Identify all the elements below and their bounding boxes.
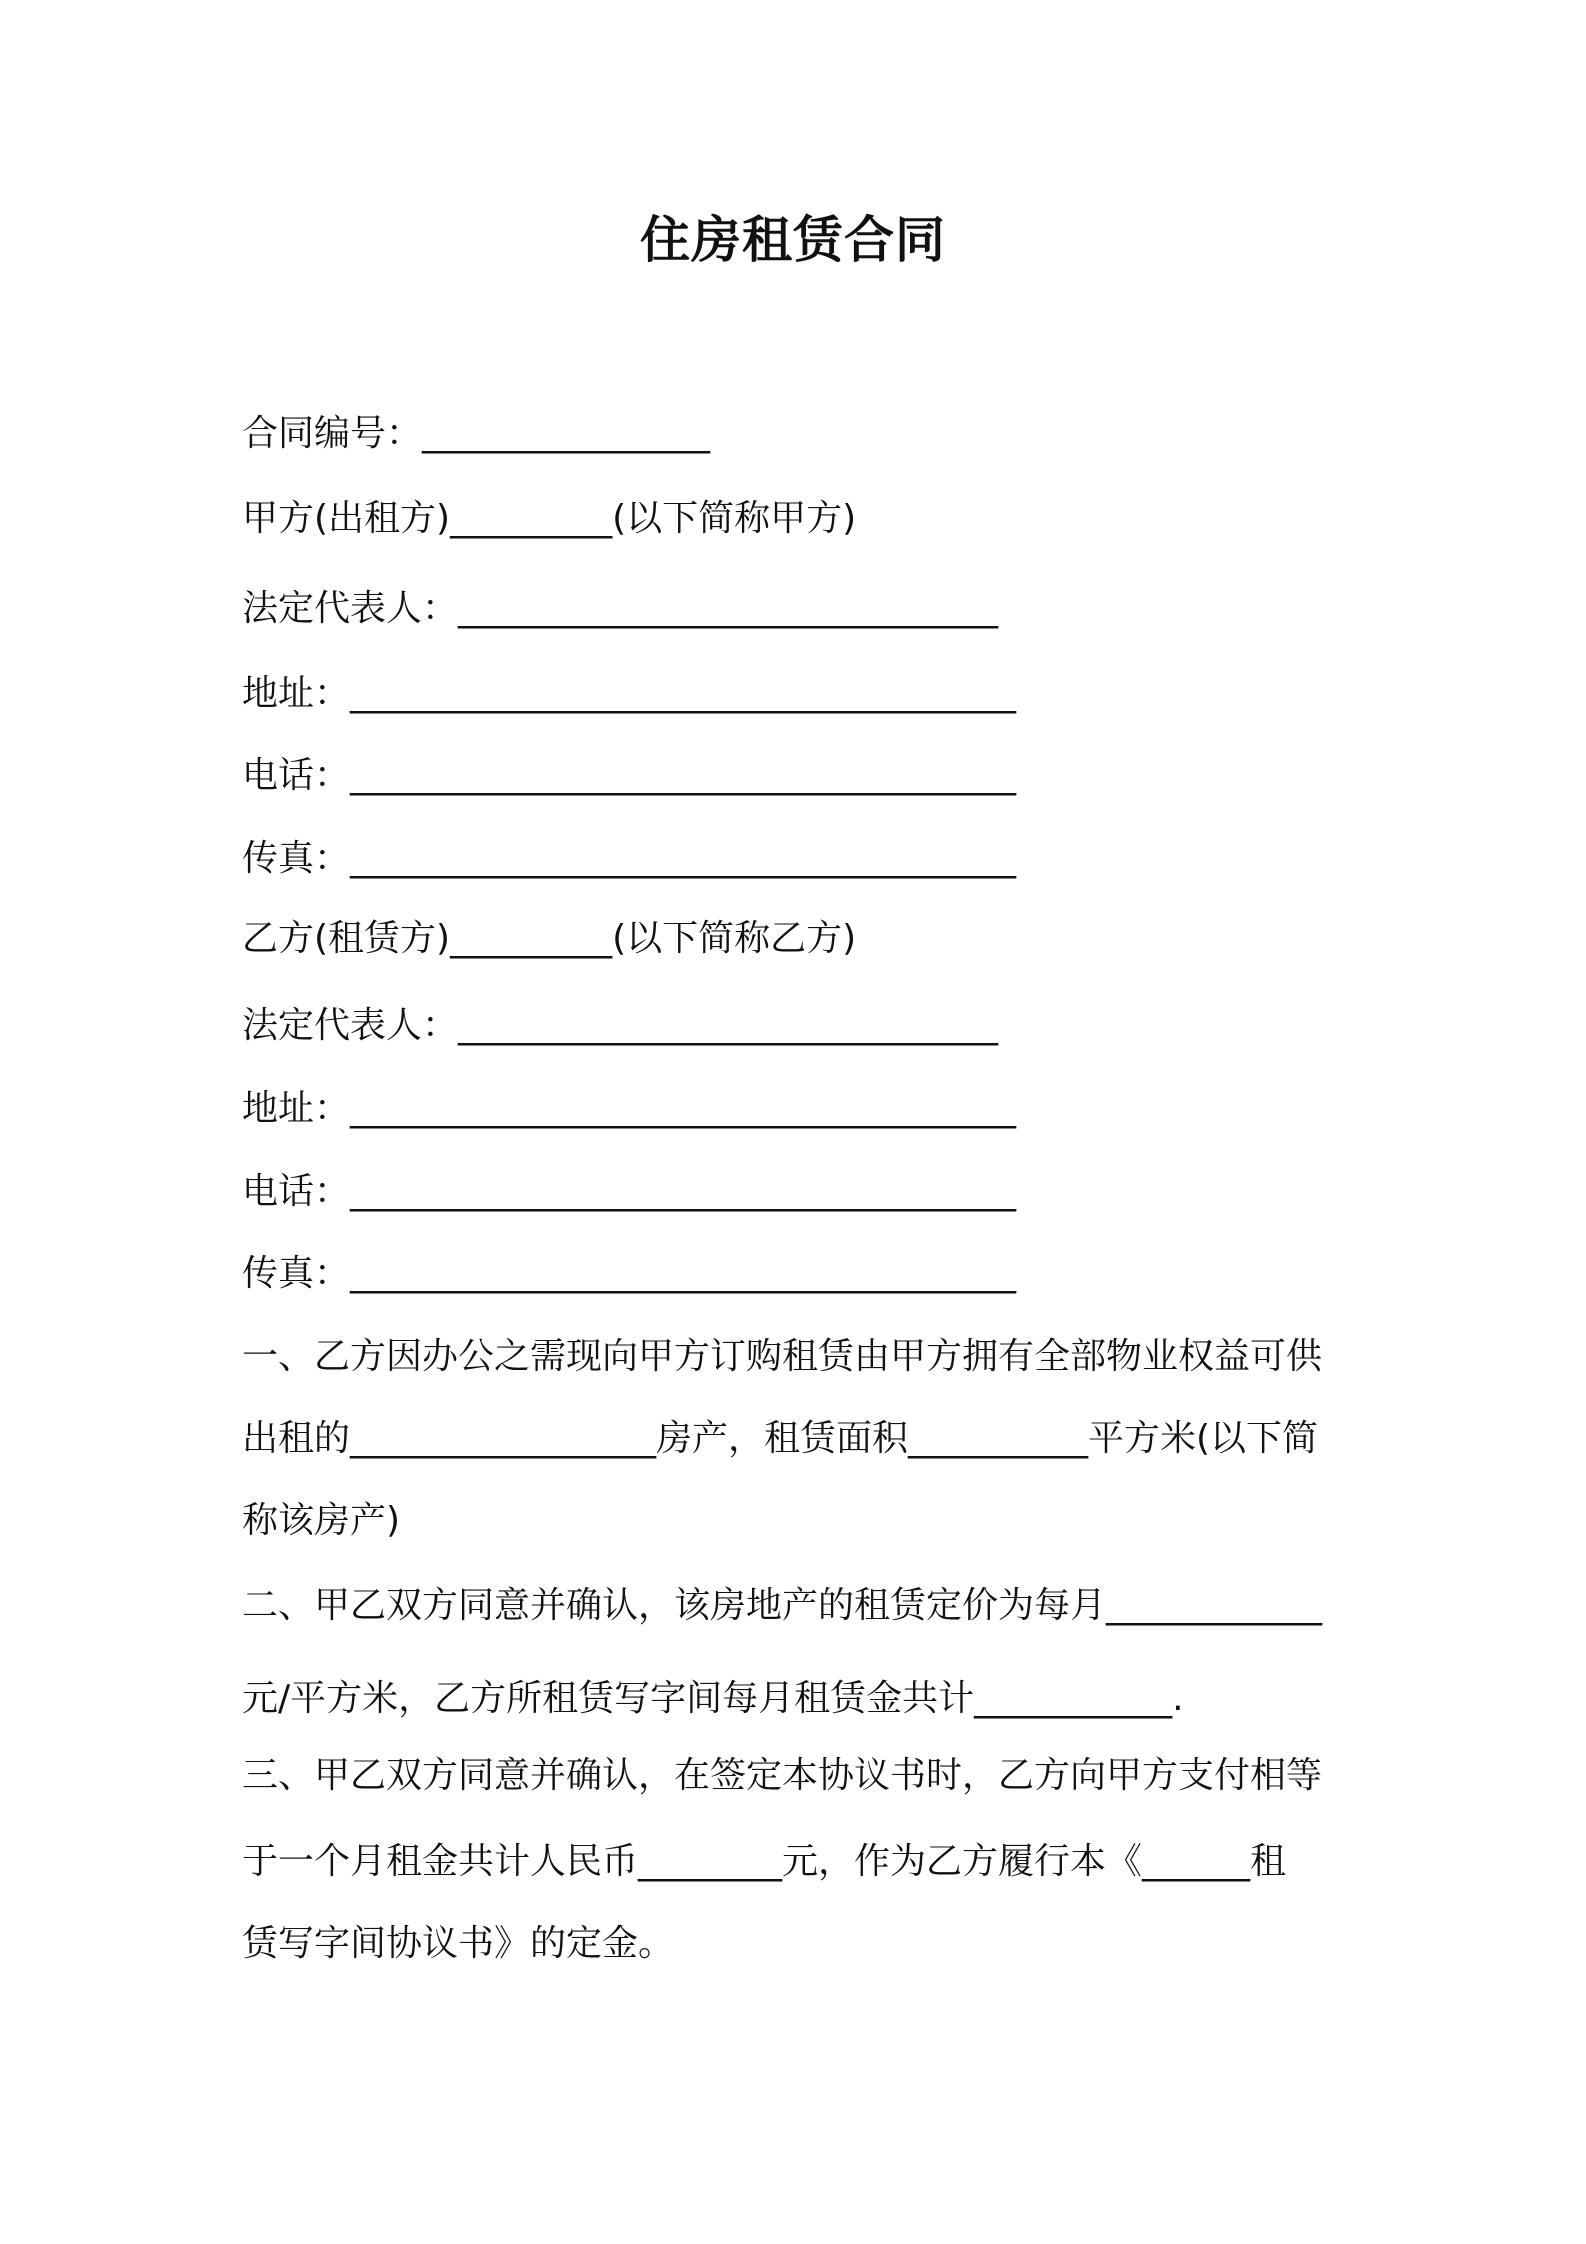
party-a-line: 甲方(出租方)_________(以下简称甲方): [242, 498, 857, 539]
clause-1-line-3: 称该房产): [242, 1500, 401, 1541]
clause-3-line-1: 三、甲乙双方同意并确认，在签定本协议书时，乙方向甲方支付相等: [242, 1755, 1323, 1796]
party-b-address-line: 地址：_____________________________________: [242, 1088, 1017, 1129]
party-a-address-line: 地址：_____________________________________: [242, 673, 1017, 714]
clause-1-line-2: 出租的_________________房产，租赁面积__________平方米(以下简: [242, 1418, 1319, 1459]
party-b-fax-line: 传真：_____________________________________: [242, 1253, 1017, 1294]
document-title: 住房租赁合同: [640, 211, 946, 269]
party-b-line: 乙方(租赁方)_________(以下简称乙方): [242, 918, 857, 959]
party-a-phone-line: 电话：_____________________________________: [242, 755, 1017, 796]
contract-number-line: 合同编号：________________: [242, 413, 711, 454]
party-a-fax-line: 传真：_____________________________________: [242, 838, 1017, 879]
clause-3-line-2: 于一个月租金共计人民币________元，作为乙方履行本《______租: [242, 1841, 1287, 1882]
clause-3-line-3: 赁写字间协议书》的定金。: [242, 1923, 675, 1964]
clause-2-line-1: 二、甲乙双方同意并确认，该房地产的租赁定价为每月____________: [242, 1585, 1323, 1626]
party-b-representative-line: 法定代表人：______________________________: [242, 1005, 999, 1046]
clause-1-line-1: 一、乙方因办公之需现向甲方订购租赁由甲方拥有全部物业权益可供: [242, 1336, 1323, 1377]
party-a-representative-line: 法定代表人：______________________________: [242, 588, 999, 629]
clause-2-line-2: 元/平方米，乙方所租赁写字间每月租赁金共计___________.: [242, 1678, 1184, 1719]
party-b-phone-line: 电话：_____________________________________: [242, 1171, 1017, 1212]
